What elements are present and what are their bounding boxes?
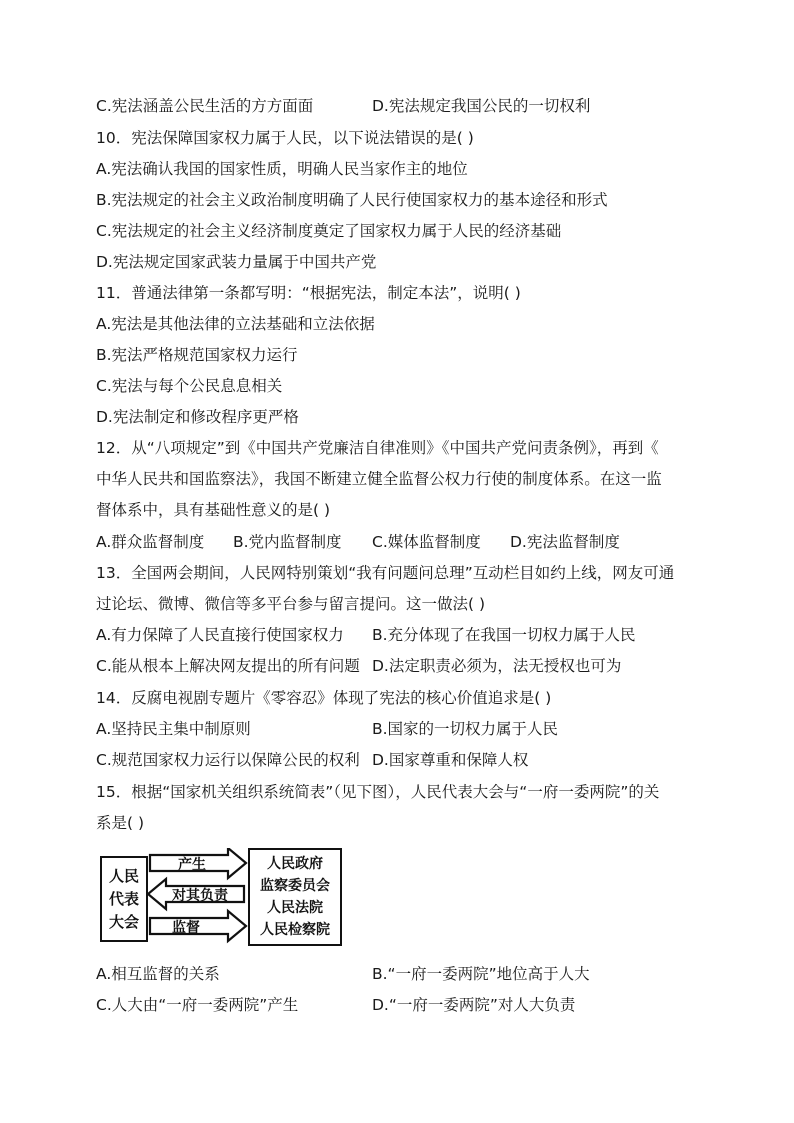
question-12-line-3: 督体系中，具有基础性意义的是( ) [96, 501, 331, 519]
question-15-line-2: 系是( ) [96, 814, 145, 832]
supervise-label: 监督 [172, 920, 200, 936]
state-organ-diagram [100, 848, 344, 944]
q13-option-a: A.有力保障了人民直接行使国家权力 [96, 626, 344, 644]
question-11: 11．普通法律第一条都写明：“根据宪法，制定本法”，说明( ) [96, 284, 521, 302]
q13-option-b: B.充分体现了在我国一切权力属于人民 [372, 626, 636, 644]
q10-option-c: C.宪法规定的社会主义经济制度奠定了国家权力属于人民的经济基础 [96, 222, 562, 240]
q9-option-d: D.宪法规定我国公民的一切权利 [372, 97, 591, 115]
q15-option-a: A.相互监督的关系 [96, 965, 220, 983]
question-15-line-1: 15．根据“国家机关组织系统简表”（见下图），人民代表大会与“一府一委两院”的关 [96, 783, 660, 801]
q15-option-c: C.人大由“一府一委两院”产生 [96, 996, 299, 1014]
question-13-line-1: 13．全国两会期间，人民网特别策划“我有问题问总理”互动栏目如约上线，网友可通 [96, 564, 675, 582]
q11-option-b: B.宪法严格规范国家权力运行 [96, 346, 298, 364]
question-10: 10．宪法保障国家权力属于人民，以下说法错误的是( ) [96, 129, 474, 147]
q14-option-b: B.国家的一切权力属于人民 [372, 720, 559, 738]
question-14: 14．反腐电视剧专题片《零容忍》体现了宪法的核心价值追求是( ) [96, 689, 552, 707]
question-12-line-1: 12．从“八项规定”到《中国共产党廉洁自律准则》《中国共产党问责条例》，再到《 [96, 439, 659, 457]
peoples-congress-line-1: 人民 [108, 866, 139, 885]
peoples-congress-box [100, 856, 148, 942]
q10-option-a: A.宪法确认我国的国家性质，明确人民当家作主的地位 [96, 160, 468, 178]
state-organ-government: 人民政府 [267, 856, 323, 872]
state-organ-court: 人民法院 [267, 900, 323, 916]
q15-option-d: D.“一府一委两院”对人大负责 [372, 996, 576, 1014]
peoples-congress-line-3: 大会 [108, 912, 139, 931]
q11-option-d: D.宪法制定和修改程序更严格 [96, 408, 299, 426]
q10-option-d: D.宪法规定国家武装力量属于中国共产党 [96, 253, 377, 271]
q14-option-c: C.规范国家权力运行以保障公民的权利 [96, 751, 360, 769]
question-13-line-2: 过论坛、微博、微信等多平台参与留言提问。这一做法( ) [96, 595, 486, 613]
q12-option-d: D.宪法监督制度 [510, 533, 620, 551]
q10-option-b: B.宪法规定的社会主义政治制度明确了人民行使国家权力的基本途径和形式 [96, 191, 608, 209]
q12-option-c: C.媒体监督制度 [372, 533, 481, 551]
responsible-label: 对其负责 [172, 888, 228, 904]
q11-option-a: A.宪法是其他法律的立法基础和立法依据 [96, 315, 375, 333]
q12-option-b: B.党内监督制度 [233, 533, 342, 551]
state-organs-box [248, 848, 342, 946]
q13-option-c: C.能从根本上解决网友提出的所有问题 [96, 657, 360, 675]
q13-option-d: D.法定职责必须为，法无授权也可为 [372, 657, 622, 675]
question-12-line-2: 中华人民共和国监察法》，我国不断建立健全监督公权力行使的制度体系。在这一监 [96, 470, 662, 488]
state-organ-supervisory-commission: 监察委员会 [260, 878, 330, 894]
q11-option-c: C.宪法与每个公民息息相关 [96, 377, 283, 395]
q9-option-c: C.宪法涵盖公民生活的方方面面 [96, 97, 314, 115]
q14-option-a: A.坚持民主集中制原则 [96, 720, 251, 738]
state-organ-procuratorate: 人民检察院 [260, 922, 330, 938]
q12-option-a: A.群众监督制度 [96, 533, 205, 551]
peoples-congress-line-2: 代表 [108, 889, 139, 908]
produce-label: 产生 [178, 857, 206, 873]
q15-option-b: B.“一府一委两院”地位高于人大 [372, 965, 590, 983]
q14-option-d: D.国家尊重和保障人权 [372, 751, 529, 769]
